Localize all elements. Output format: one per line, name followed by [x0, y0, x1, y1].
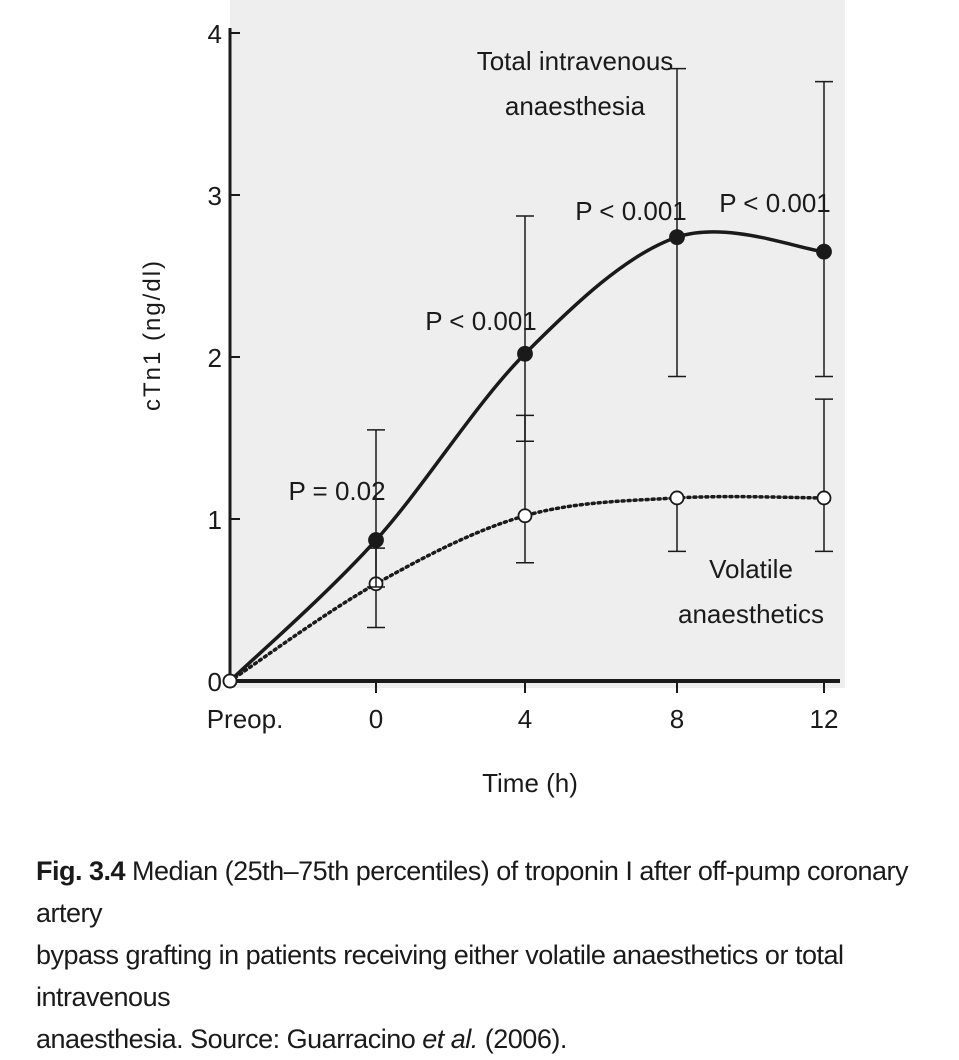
figure-caption — [36, 850, 936, 1060]
p-annotation-4h: P < 0.001 — [425, 306, 537, 336]
x-axis-title: Time (h) — [482, 768, 578, 798]
p-annotation-0h: P = 0.02 — [288, 476, 386, 506]
y-axis-title: cTn1 (ng/dl) — [139, 258, 166, 412]
caption-text-3a: anaesthesia. Source: Guarracino — [36, 1024, 423, 1054]
data-point — [817, 245, 831, 259]
y-tick-label: 2 — [207, 343, 222, 373]
p-annotation-12h: P < 0.001 — [719, 188, 831, 218]
tiva-label-line1: Total intravenous — [476, 46, 674, 76]
x-ticks — [207, 681, 839, 734]
caption-text-3b: (2006). — [477, 1024, 567, 1054]
caption-line-3 — [36, 1018, 936, 1060]
y-tick-label: 3 — [207, 181, 222, 211]
tiva-label-line2: anaesthesia — [504, 91, 646, 121]
caption-line-1 — [36, 850, 936, 934]
data-point — [369, 533, 383, 547]
x-tick-label: 4 — [517, 704, 533, 734]
p-annotation-8h: P < 0.001 — [575, 196, 687, 226]
y-tick-label: 0 — [207, 667, 222, 697]
figure-label: Fig. 3.4 — [36, 856, 126, 886]
x-tick-label: 8 — [669, 704, 685, 734]
data-point — [518, 347, 532, 361]
caption-line-2: bypass grafting in patients receiving either volatile anaesthetics or total intravenous — [36, 940, 844, 1012]
data-point — [670, 230, 684, 244]
x-tick-label: Preop. — [206, 704, 284, 734]
y-tick-label: 4 — [207, 19, 222, 49]
caption-text-1: Median (25th–75th percentiles) of troponin I after off-pump coronary artery — [36, 856, 909, 928]
data-point — [519, 509, 532, 522]
caption-et-al: et al. — [422, 1024, 478, 1054]
volatile-label-line2: anaesthetics — [678, 599, 824, 629]
y-tick-label: 1 — [207, 505, 222, 535]
x-tick-label: 0 — [368, 704, 384, 734]
data-point — [224, 675, 237, 688]
data-point — [818, 491, 831, 504]
x-tick-label: 12 — [809, 704, 839, 734]
volatile-label-line1: Volatile — [709, 554, 793, 584]
data-point — [671, 491, 684, 504]
